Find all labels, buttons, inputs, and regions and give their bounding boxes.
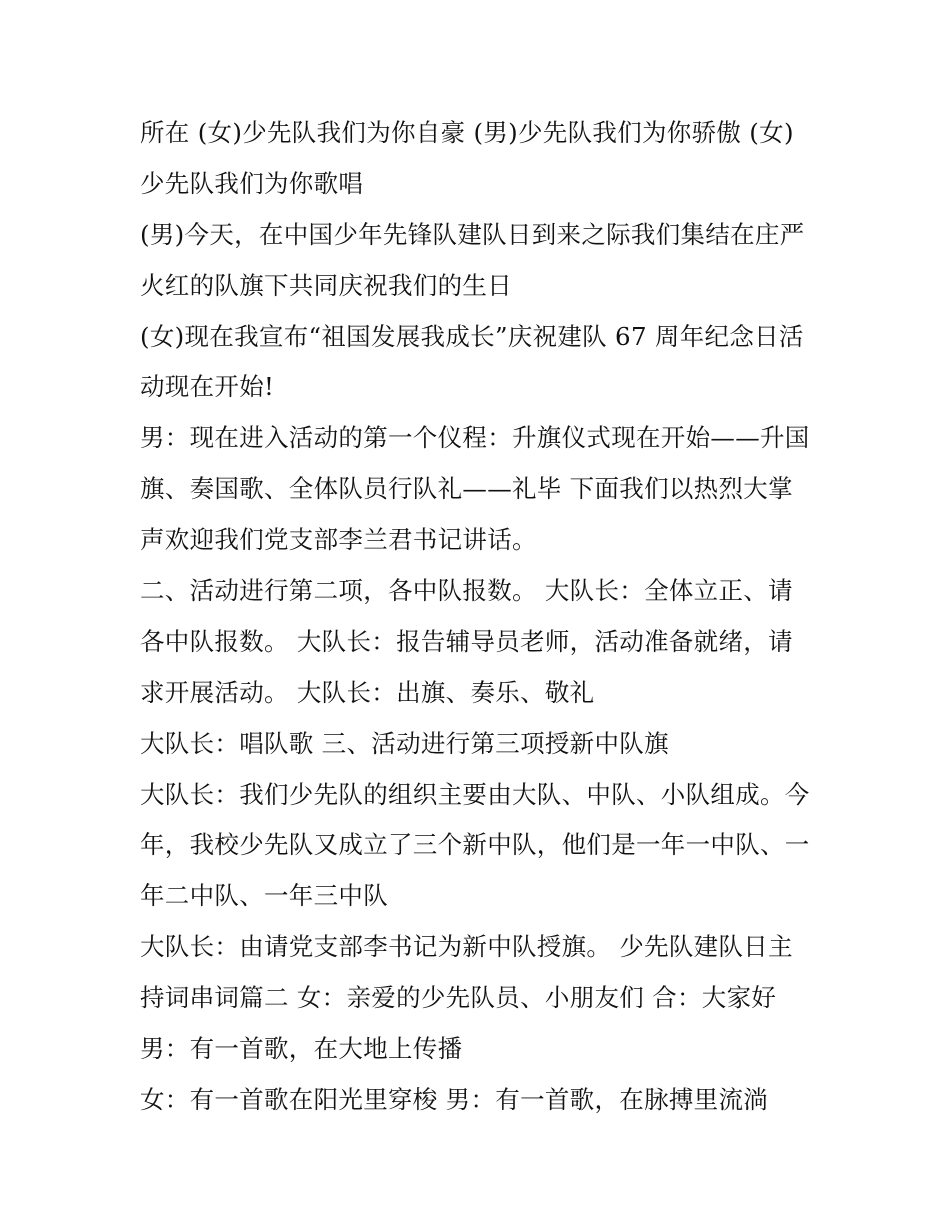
text-line-19: 男：有一首歌，在大地上传播 [140,1034,463,1064]
text-line-2: 少先队我们为你歌唱 [140,168,364,198]
text-line-8: 旗、奏国歌、全体队员行队礼——礼毕 下面我们以热烈大掌 [140,474,793,504]
text-line-16: 年二中队、一年三中队 [140,881,388,911]
text-line-17: 大队长：由请党支部李书记为新中队授旗。 少先队建队日主 [140,932,793,962]
text-line-6: 动现在开始! [140,372,275,402]
text-line-5: (女)现在我宣布“祖国发展我成长”庆祝建队 67 周年纪念日活 [140,321,804,351]
text-line-4: 火红的队旗下共同庆祝我们的生日 [140,270,512,300]
text-line-7: 男：现在进入活动的第一个仪程：升旗仪式现在开始——升国 [140,423,810,453]
document-body [140,108,830,1126]
text-line-3: (男)今天，在中国少年先锋队建队日到来之际我们集结在庄严 [140,219,805,249]
text-line-20: 女：有一首歌在阳光里穿梭 男：有一首歌，在脉搏里流淌 [140,1084,769,1114]
text-line-10: 二、活动进行第二项，各中队报数。 大队长：全体立正、请 [140,576,793,606]
text-line-14: 大队长：我们少先队的组织主要由大队、中队、小队组成。今 [140,779,810,809]
text-line-13: 大队长：唱队歌 三、活动进行第三项授新中队旗 [140,728,669,758]
text-line-9: 声欢迎我们党支部李兰君书记讲话。 [140,525,537,555]
text-line-11: 各中队报数。 大队长：报告辅导员老师，活动准备就绪，请 [140,626,793,656]
text-line-15: 年，我校少先队又成立了三个新中队，他们是一年一中队、一 [140,830,810,860]
text-line-1: 所在 (女)少先队我们为你自豪 (男)少先队我们为你骄傲 (女) [140,118,794,147]
text-line-18: 持词串词篇二 女：亲爱的少先队员、小朋友们 合：大家好 [140,983,777,1013]
text-line-12: 求开展活动。 大队长：出旗、奏乐、敬礼 [140,677,595,707]
